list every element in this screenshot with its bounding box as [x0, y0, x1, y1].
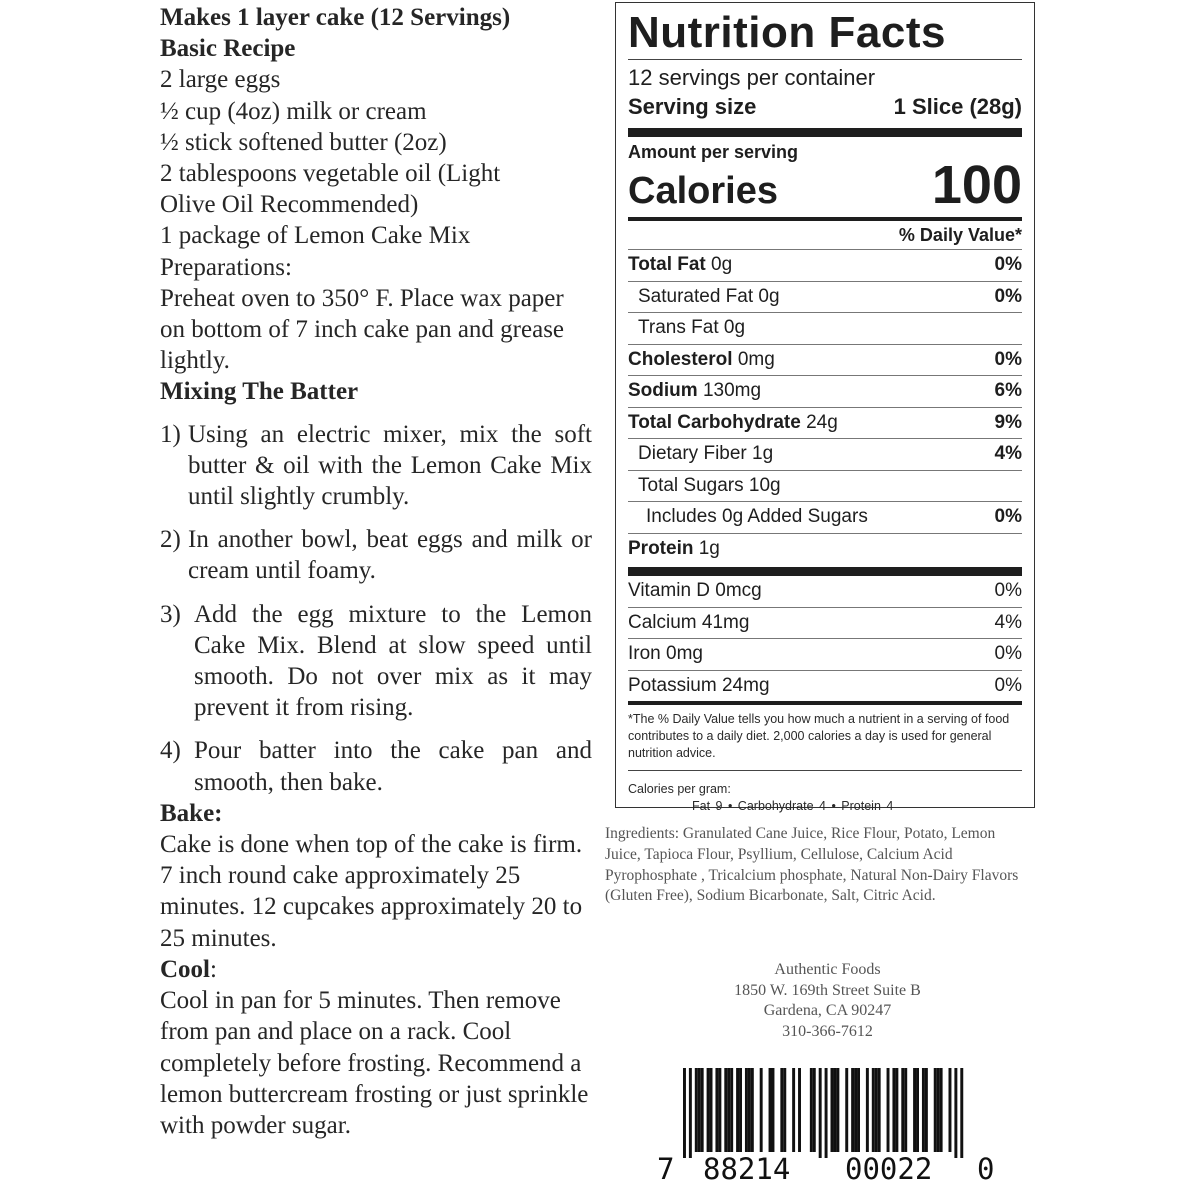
nutrient-label: Total Carbohydrate	[628, 411, 801, 433]
cool-heading-line	[160, 954, 592, 985]
nutrient-amount: 1g	[698, 537, 720, 559]
cool-heading: Cool	[160, 955, 210, 983]
vitamin-dv: 0%	[994, 580, 1022, 602]
company-name: Authentic Foods	[774, 961, 881, 978]
barcode-bar	[698, 1068, 701, 1152]
ingredient-line: 2 large eggs	[160, 66, 281, 94]
upc-barcode	[655, 1068, 1000, 1200]
bake-heading: Bake:	[160, 799, 223, 827]
barcode-bar	[887, 1068, 890, 1152]
nutrient-amount: 0g	[711, 254, 733, 276]
vitamin-row	[628, 607, 1022, 639]
nutrient-row-added-sugars	[628, 501, 1022, 533]
barcode-bar	[715, 1068, 718, 1152]
barcode-bar	[851, 1068, 854, 1152]
barcode-bar	[772, 1068, 775, 1152]
nutrient-row-trans-fat	[628, 312, 1022, 344]
barcode-bar	[783, 1068, 786, 1152]
step-number: 2)	[160, 526, 181, 554]
amount-per-serving: Amount per serving	[628, 142, 799, 162]
vitamin-label: Calcium 41mg	[628, 611, 750, 633]
barcode-bar	[707, 1068, 710, 1152]
nutrient-row-total-carbohydrate	[628, 407, 1022, 439]
barcode-bar	[831, 1068, 834, 1152]
bake-text: Cake is done when top of the cake is firm. 7 inch round cake approximately 25 minutes. 12 cupcakes approximately 20 to 25 minutes.	[160, 831, 583, 952]
barcode-bar	[780, 1068, 783, 1152]
nutrient-dv: 0%	[994, 348, 1022, 370]
divider	[628, 770, 1022, 771]
vitamin-dv: 0%	[994, 643, 1022, 665]
thick-divider	[628, 128, 1022, 137]
barcode-bar	[727, 1068, 730, 1152]
nutrient-amount: 0g	[758, 285, 780, 307]
barcode-bar	[934, 1068, 937, 1152]
mixing-step	[160, 524, 592, 586]
vitamin-dv: 4%	[994, 611, 1022, 633]
ingredient-line: 2 tablespoons vegetable oil (Light	[160, 160, 501, 188]
ingredient-line: ½ cup (4oz) milk or cream	[160, 97, 427, 125]
cool-text: Cool in pan for 5 minutes. Then remove from pan and place on a rack. Cool completely before frosting. Recommend a lemon buttercream frosting or just sprinkle with powder sugar.	[160, 987, 589, 1139]
company-address	[640, 960, 1015, 1042]
barcode-bar	[730, 1068, 733, 1152]
serving-size-label: Serving size	[628, 94, 757, 119]
nutrient-amount: 0g	[723, 317, 746, 339]
recipe-column	[160, 2, 592, 1141]
barcode-bar	[836, 1068, 839, 1152]
barcode-bar	[739, 1068, 742, 1152]
barcode-bar	[760, 1068, 763, 1152]
vitamin-row	[628, 638, 1022, 670]
nutrient-label: Sodium	[628, 380, 698, 402]
step-text: Pour batter into the cake pan and smooth, then bake.	[194, 737, 592, 796]
calories-label: Calories	[628, 170, 778, 212]
barcode-digit-group: 88214	[703, 1152, 791, 1186]
nutrient-label: Protein	[628, 537, 694, 559]
nutrient-dv: 0%	[994, 254, 1022, 276]
ingredient-line: 1 package of Lemon Cake Mix	[160, 222, 471, 250]
step-text: Add the egg mixture to the Lemon Cake Mix. Blend at slow speed until smooth. Do not over mix as it may prevent it from rising.	[194, 600, 592, 722]
barcode-bar	[904, 1068, 907, 1152]
mixing-step	[160, 735, 592, 797]
calories-value: 100	[931, 155, 1022, 215]
barcode-bar	[949, 1068, 952, 1152]
mixing-heading: Mixing The Batter	[160, 378, 359, 406]
servings-per-container: 12 servings per container	[628, 65, 876, 90]
barcode-bar	[857, 1068, 860, 1152]
barcode-bar	[813, 1068, 816, 1152]
barcode-bar	[683, 1068, 686, 1158]
daily-value-header: % Daily Value*	[898, 225, 1022, 245]
barcode-bar	[878, 1068, 881, 1152]
nutrient-amount: 10g	[748, 474, 781, 496]
step-number: 1)	[160, 420, 181, 448]
barcode-bar	[922, 1068, 925, 1152]
vitamin-label: Potassium 24mg	[628, 674, 770, 696]
nutrient-dv: 0%	[994, 285, 1022, 307]
barcode-bar	[724, 1068, 727, 1152]
nutrient-label: Trans Fat	[638, 317, 719, 339]
barcode-bar	[710, 1068, 713, 1152]
barcode-bars	[655, 1068, 1000, 1158]
company-city: Gardena, CA 90247	[763, 1002, 892, 1019]
calories-per-gram	[628, 781, 1022, 815]
barcode-bar	[769, 1068, 772, 1152]
nutrient-label: Saturated Fat	[638, 285, 754, 307]
ingredient-line: Olive Oil Recommended)	[160, 191, 419, 219]
nutrition-facts-panel	[615, 2, 1035, 813]
barcode-bar	[701, 1068, 704, 1152]
barcode-bar	[854, 1068, 857, 1152]
vitamin-row	[628, 576, 1022, 607]
step-text: Using an electric mixer, mix the soft butter & oil with the Lemon Cake Mix until slightly crumbly.	[188, 420, 592, 511]
barcode-bar	[810, 1068, 813, 1152]
thick-divider	[628, 567, 1022, 576]
nutrient-dv: 9%	[994, 411, 1022, 433]
preparations-text: Preheat oven to 350° F. Place wax paper on bottom of 7 inch cake pan and grease lightly.	[160, 284, 565, 375]
nutrient-label: Total Sugars	[638, 474, 744, 496]
barcode-bar	[960, 1068, 963, 1158]
barcode-bar	[845, 1068, 848, 1152]
barcode-bar	[901, 1068, 904, 1152]
nutrient-dv: 4%	[994, 443, 1022, 465]
mixing-step	[160, 599, 592, 724]
nutrient-row-total-sugars	[628, 470, 1022, 502]
basic-recipe-heading: Basic Recipe	[160, 35, 296, 63]
nutrient-amount: 130mg	[702, 380, 762, 402]
nutrient-row-cholesterol	[628, 344, 1022, 376]
step-number: 3)	[160, 600, 181, 628]
vitamin-dv: 0%	[994, 674, 1022, 696]
barcode-bar	[925, 1068, 928, 1152]
preparations-heading: Preparations:	[160, 253, 292, 281]
barcode-bar	[736, 1068, 739, 1152]
divider	[628, 59, 1022, 60]
barcode-bar	[745, 1068, 748, 1152]
barcode-digits	[655, 1152, 1000, 1192]
barcode-bar	[798, 1068, 801, 1152]
barcode-bar	[913, 1068, 916, 1152]
barcode-digit-group: 0	[977, 1152, 995, 1186]
barcode-digit-group: 00022	[845, 1152, 933, 1186]
nutrient-amount: 24g	[806, 411, 838, 433]
recipe-yield: Makes 1 layer cake (12 Servings)	[160, 4, 511, 31]
vitamin-label: Vitamin D 0mcg	[628, 580, 762, 602]
mixing-step	[160, 419, 592, 513]
ingredients-list: Ingredients: Granulated Cane Juice, Rice Flour, Potato, Lemon Juice, Tapioca Flour, Psyllium, Cellulose, Calcium Acid Pyrophosphate , Tricalcium phosphate, Natural Non-Dairy Flavors (Gluten Free), Sodium Bicarbonate, Salt, Citric Acid.	[605, 825, 1019, 905]
step-number: 4)	[160, 737, 181, 765]
vitamin-label: Iron 0mg	[628, 643, 703, 665]
barcode-bar	[792, 1068, 795, 1152]
company-street: 1850 W. 169th Street Suite B	[734, 981, 921, 999]
vitamins-block	[628, 576, 1022, 701]
nutrient-row-protein	[628, 533, 1022, 565]
barcode-bar	[895, 1068, 898, 1152]
barcode-bar	[819, 1068, 822, 1158]
vitamin-row	[628, 670, 1022, 702]
company-phone: 310-366-7612	[782, 1022, 873, 1040]
barcode-bar	[748, 1068, 751, 1152]
barcode-bar	[916, 1068, 919, 1152]
nutrient-label: Dietary Fiber	[638, 443, 747, 465]
nutrient-label: Cholesterol	[628, 348, 733, 370]
barcode-bar	[892, 1068, 895, 1152]
nutrient-amount: 0mg	[737, 348, 775, 370]
medium-divider	[628, 701, 1022, 705]
barcode-bar	[718, 1068, 721, 1152]
daily-value-footnote: *The % Daily Value tells you how much a nutrient in a serving of food contributes to a daily diet. 2,000 calories a day is used for general nutrition advice.	[628, 712, 1010, 760]
barcode-bar	[825, 1068, 828, 1158]
serving-size-value: 1 Slice (28g)	[893, 94, 1022, 119]
nutrient-dv: 0%	[994, 506, 1022, 528]
ingredient-line: ½ stick softened butter (2oz)	[160, 128, 447, 156]
nutrition-facts-title: Nutrition Facts	[628, 8, 946, 57]
calories-per-gram-values: Fat 9 • Carbohydrate 4 • Protein 4	[692, 799, 894, 813]
barcode-bar	[940, 1068, 943, 1152]
barcode-bar	[751, 1068, 754, 1152]
nutrient-label: Includes 0g Added Sugars	[646, 506, 868, 528]
barcode-bar	[872, 1068, 875, 1152]
barcode-bar	[875, 1068, 878, 1152]
nutrient-row-total-fat	[628, 249, 1022, 281]
serving-size-row	[628, 92, 1022, 128]
nutrient-label: Total Fat	[628, 254, 706, 276]
barcode-bar	[954, 1068, 957, 1158]
nutrient-row-dietary-fiber	[628, 438, 1022, 470]
nutrient-row-saturated-fat	[628, 281, 1022, 313]
calories-row	[628, 155, 1022, 217]
barcode-bar	[695, 1068, 698, 1152]
cool-colon: :	[210, 955, 217, 983]
barcode-bar	[866, 1068, 869, 1152]
barcode-bar	[937, 1068, 940, 1152]
nutrient-dv: 6%	[994, 380, 1022, 402]
barcode-digit-group: 7	[657, 1152, 675, 1186]
calories-per-gram-label: Calories per gram:	[628, 782, 731, 796]
step-text: In another bowl, beat eggs and milk or cream until foamy.	[188, 526, 592, 585]
nutrient-row-sodium	[628, 375, 1022, 407]
barcode-bar	[833, 1068, 836, 1152]
barcode-bar	[689, 1068, 692, 1158]
nutrient-amount: 1g	[752, 443, 774, 465]
